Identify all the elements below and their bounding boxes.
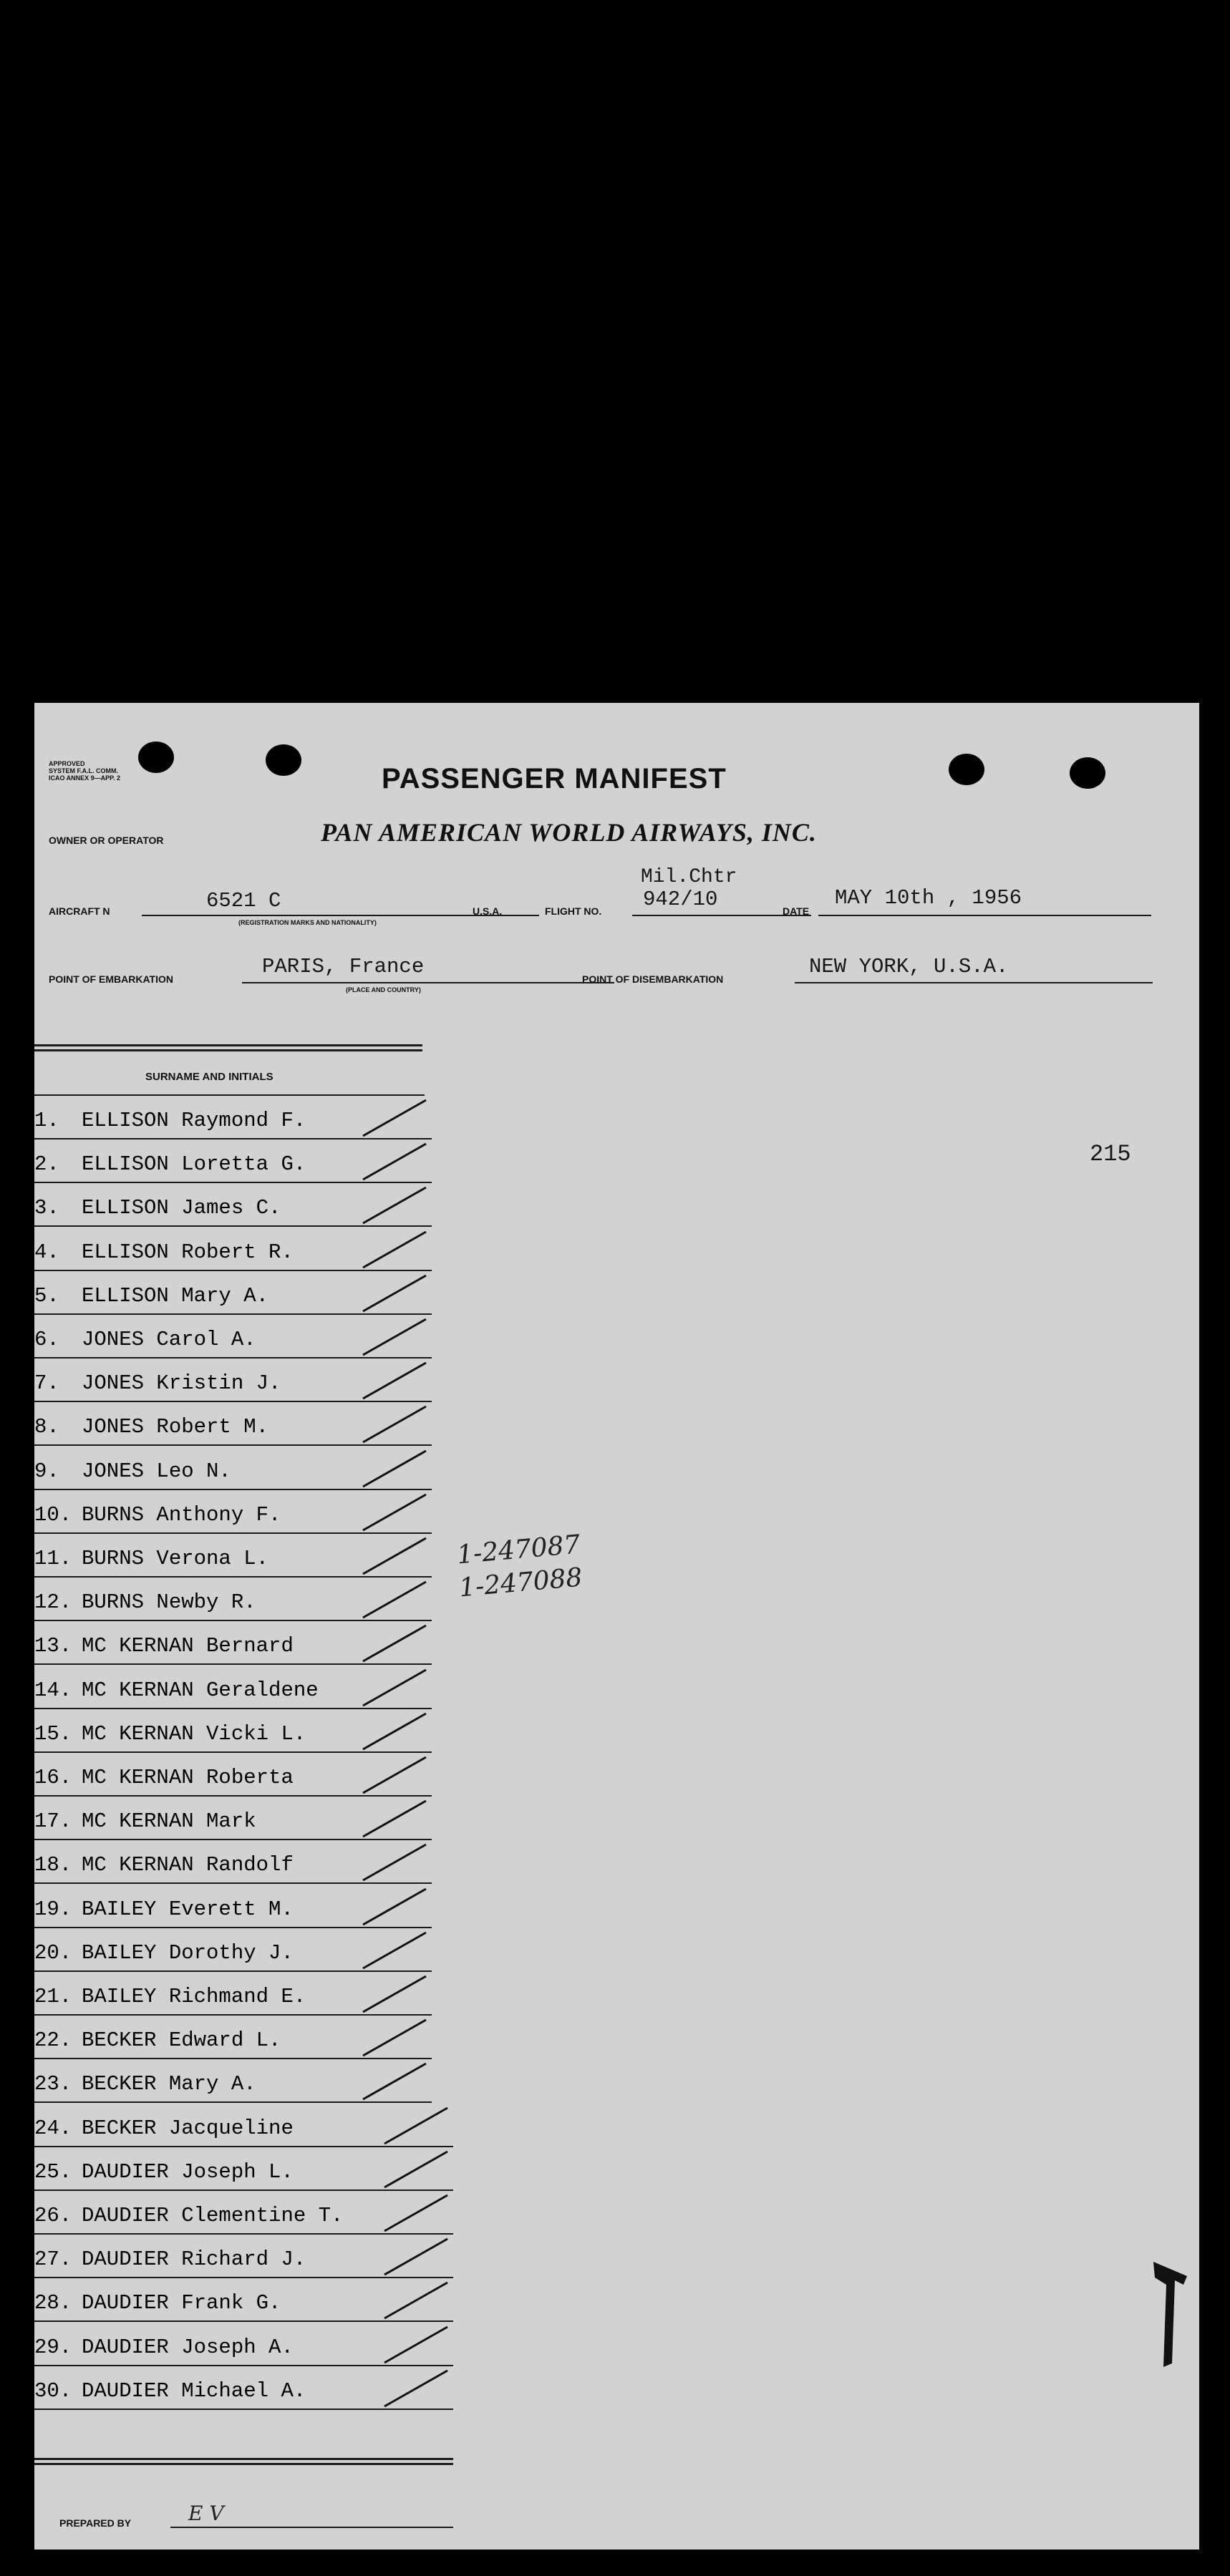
passenger-number: 26. xyxy=(34,2204,72,2227)
passenger-number: 22. xyxy=(34,2028,72,2053)
passenger-row xyxy=(34,2235,453,2278)
passenger-row xyxy=(34,1096,432,1139)
passenger-name: DAUDIER Joseph A. xyxy=(82,2335,294,2359)
passenger-name: DAUDIER Michael A. xyxy=(82,2378,306,2403)
passenger-name: MC KERNAN Mark xyxy=(82,1809,256,1834)
check-mark xyxy=(360,1666,432,1709)
check-mark xyxy=(360,1315,432,1359)
check-mark xyxy=(360,1753,432,1797)
approval-line: SYSTEM F.A.L. COMM. xyxy=(49,767,119,774)
check-mark xyxy=(360,1271,432,1315)
check-mark xyxy=(382,2235,453,2278)
check-mark xyxy=(382,2323,453,2366)
passenger-number: 12. xyxy=(34,1590,72,1615)
punch-hole xyxy=(266,744,301,776)
passenger-row xyxy=(34,2059,432,2103)
row-rule xyxy=(34,2409,453,2410)
passenger-number: 6. xyxy=(34,1328,59,1351)
passenger-row xyxy=(34,1315,432,1359)
passenger-number: 29. xyxy=(34,2335,72,2359)
passenger-name: MC KERNAN Vicki L. xyxy=(82,1721,306,1746)
passenger-number: 11. xyxy=(34,1547,72,1570)
passenger-number: 4. xyxy=(34,1240,59,1264)
approval-line: APPROVED xyxy=(49,760,85,767)
passenger-number: 23. xyxy=(34,2072,72,2096)
passenger-row xyxy=(34,1621,432,1665)
passenger-name: MC KERNAN Bernard xyxy=(82,1634,294,1658)
passenger-row xyxy=(34,1972,432,2016)
check-mark xyxy=(360,1928,432,1972)
flight-value: 942/10 xyxy=(643,888,718,911)
passenger-row xyxy=(34,1797,432,1840)
passenger-number: 7. xyxy=(34,1371,59,1396)
passenger-number: 15. xyxy=(34,1721,72,1746)
passenger-row xyxy=(34,1928,432,1972)
passenger-row xyxy=(34,2147,453,2191)
handwritten-ticket-number: 1-247087 xyxy=(455,1530,581,1570)
passenger-number: 24. xyxy=(34,2116,72,2140)
passenger-row xyxy=(34,1139,432,1183)
flight-label: FLIGHT NO. xyxy=(545,905,602,917)
passenger-name: ELLISON Loretta G. xyxy=(82,1152,306,1177)
passenger-name: JONES Kristin J. xyxy=(82,1371,281,1396)
passenger-number: 17. xyxy=(34,1809,72,1834)
passenger-name: MC KERNAN Randolf xyxy=(82,1853,294,1877)
passenger-name: ELLISON Raymond F. xyxy=(82,1109,306,1132)
prepared-value: E V xyxy=(188,2502,224,2525)
handwritten-ticket-number: 1-247088 xyxy=(457,1562,583,1603)
passenger-number: 2. xyxy=(34,1152,59,1177)
passenger-name: DAUDIER Richard J. xyxy=(82,2247,306,2272)
date-underline xyxy=(818,915,1151,916)
passenger-number: 28. xyxy=(34,2291,72,2315)
passenger-number: 30. xyxy=(34,2378,72,2403)
owner-label: OWNER OR OPERATOR xyxy=(49,835,164,846)
disembark-label: POINT OF DISEMBARKATION xyxy=(582,973,724,985)
passenger-number: 10. xyxy=(34,1502,72,1527)
passenger-number: 14. xyxy=(34,1678,72,1702)
approval-note xyxy=(49,760,120,782)
passenger-name: BURNS Verona L. xyxy=(82,1547,269,1570)
passenger-row xyxy=(34,2016,432,2059)
passenger-number: 13. xyxy=(34,1634,72,1658)
passenger-list xyxy=(34,1096,464,2420)
passenger-row xyxy=(34,1402,432,1446)
passenger-row xyxy=(34,1359,432,1402)
passenger-name: DAUDIER Joseph L. xyxy=(82,2159,294,2184)
passenger-number: 5. xyxy=(34,1283,59,1308)
check-mark xyxy=(360,1578,432,1621)
passenger-row xyxy=(34,1490,432,1534)
passenger-number: 25. xyxy=(34,2159,72,2184)
passenger-number: 20. xyxy=(34,1940,72,1965)
passenger-name: BAILEY Dorothy J. xyxy=(82,1940,294,1965)
check-mark xyxy=(360,1402,432,1446)
passenger-number: 3. xyxy=(34,1196,59,1220)
passenger-number: 18. xyxy=(34,1853,72,1877)
passenger-row xyxy=(34,1709,432,1753)
passenger-row xyxy=(34,2323,453,2366)
passenger-name: BECKER Edward L. xyxy=(82,2028,281,2053)
check-mark xyxy=(360,1534,432,1578)
check-mark xyxy=(360,1972,432,2016)
embark-value: PARIS, France xyxy=(262,955,425,978)
nationality: U.S.A. xyxy=(473,905,503,917)
passenger-name: BECKER Jacqueline xyxy=(82,2116,294,2140)
company-name: PAN AMERICAN WORLD AIRWAYS, INC. xyxy=(321,818,817,847)
check-mark xyxy=(382,2191,453,2235)
passenger-name: BECKER Mary A. xyxy=(82,2072,256,2096)
date-value: MAY 10th , 1956 xyxy=(835,886,1022,910)
passenger-name: DAUDIER Frank G. xyxy=(82,2291,281,2315)
page-title: PASSENGER MANIFEST xyxy=(382,763,727,794)
passenger-row xyxy=(34,2278,453,2322)
check-mark xyxy=(360,1709,432,1753)
check-mark xyxy=(360,1840,432,1884)
passenger-row xyxy=(34,2366,453,2410)
passenger-name: BAILEY Everett M. xyxy=(82,1897,294,1921)
table-top-rule xyxy=(34,1044,422,1046)
passenger-row xyxy=(34,1228,432,1271)
check-mark xyxy=(360,1139,432,1183)
passenger-number: 19. xyxy=(34,1897,72,1921)
passenger-row xyxy=(34,1885,432,1928)
passenger-row xyxy=(34,1534,432,1578)
passenger-number: 27. xyxy=(34,2247,72,2272)
aircraft-value: 6521 C xyxy=(206,889,281,913)
passenger-name: BURNS Anthony F. xyxy=(82,1502,281,1527)
check-mark xyxy=(360,1359,432,1402)
passenger-number: 16. xyxy=(34,1766,72,1789)
passenger-name: MC KERNAN Roberta xyxy=(82,1766,294,1789)
embark-label: POINT OF EMBARKATION xyxy=(49,973,173,985)
check-mark xyxy=(360,1490,432,1534)
passenger-row xyxy=(34,2191,453,2235)
passenger-name: JONES Carol A. xyxy=(82,1328,256,1351)
passenger-name: ELLISON Robert R. xyxy=(82,1240,294,1264)
embark-underline xyxy=(242,982,614,983)
passenger-number: 9. xyxy=(34,1459,59,1483)
approval-line: ICAO ANNEX 9—APP. 2 xyxy=(49,774,121,782)
check-mark xyxy=(360,1228,432,1271)
table-top-rule xyxy=(34,1049,422,1051)
aircraft-caption: (REGISTRATION MARKS AND NATIONALITY) xyxy=(238,919,377,926)
check-mark xyxy=(360,1096,432,1139)
date-label: DATE xyxy=(783,905,810,917)
passenger-number: 8. xyxy=(34,1415,59,1439)
punch-hole xyxy=(949,754,984,785)
aircraft-label: AIRCRAFT N xyxy=(49,905,110,917)
check-mark xyxy=(360,1797,432,1840)
check-mark xyxy=(382,2278,453,2322)
embark-caption: (PLACE AND COUNTRY) xyxy=(346,986,421,993)
check-mark xyxy=(360,1447,432,1490)
prepared-label: PREPARED BY xyxy=(59,2517,132,2529)
passenger-name: ELLISON Mary A. xyxy=(82,1283,269,1308)
check-mark xyxy=(382,2366,453,2410)
passenger-row xyxy=(34,1183,432,1227)
passenger-name: BAILEY Richmand E. xyxy=(82,1985,306,2008)
passenger-name: JONES Leo N. xyxy=(82,1459,231,1483)
passenger-row xyxy=(34,1271,432,1315)
passenger-number: 1. xyxy=(34,1109,59,1132)
column-header: SURNAME AND INITIALS xyxy=(145,1071,273,1083)
binding-clip-mark xyxy=(1148,2256,1198,2385)
passenger-row xyxy=(34,1753,432,1797)
check-mark xyxy=(360,1621,432,1665)
passenger-row xyxy=(34,1447,432,1490)
page-number: 215 xyxy=(1090,1141,1131,1167)
table-bottom-rule xyxy=(34,2458,453,2460)
flight-prefix: Mil.Chtr xyxy=(641,866,737,888)
table-bottom-rule xyxy=(34,2463,453,2465)
passenger-name: DAUDIER Clementine T. xyxy=(82,2204,344,2227)
disembark-underline xyxy=(795,982,1153,983)
punch-hole xyxy=(138,742,174,773)
passenger-row xyxy=(34,1840,432,1884)
prepared-underline xyxy=(170,2527,453,2528)
check-mark xyxy=(360,2059,432,2103)
passenger-row xyxy=(34,1666,432,1709)
passenger-row xyxy=(34,1578,432,1621)
check-mark xyxy=(360,1183,432,1227)
passenger-number: 21. xyxy=(34,1985,72,2008)
disembark-value: NEW YORK, U.S.A. xyxy=(809,955,1009,978)
check-mark xyxy=(360,1885,432,1928)
passenger-name: MC KERNAN Geraldene xyxy=(82,1678,319,1702)
passenger-name: BURNS Newby R. xyxy=(82,1590,256,1615)
punch-hole xyxy=(1070,757,1105,789)
check-mark xyxy=(382,2147,453,2191)
passenger-row xyxy=(34,2104,453,2147)
manifest-sheet xyxy=(34,703,1199,2550)
check-mark xyxy=(382,2104,453,2147)
passenger-name: JONES Robert M. xyxy=(82,1415,269,1439)
passenger-name: ELLISON James C. xyxy=(82,1196,281,1220)
check-mark xyxy=(360,2016,432,2059)
